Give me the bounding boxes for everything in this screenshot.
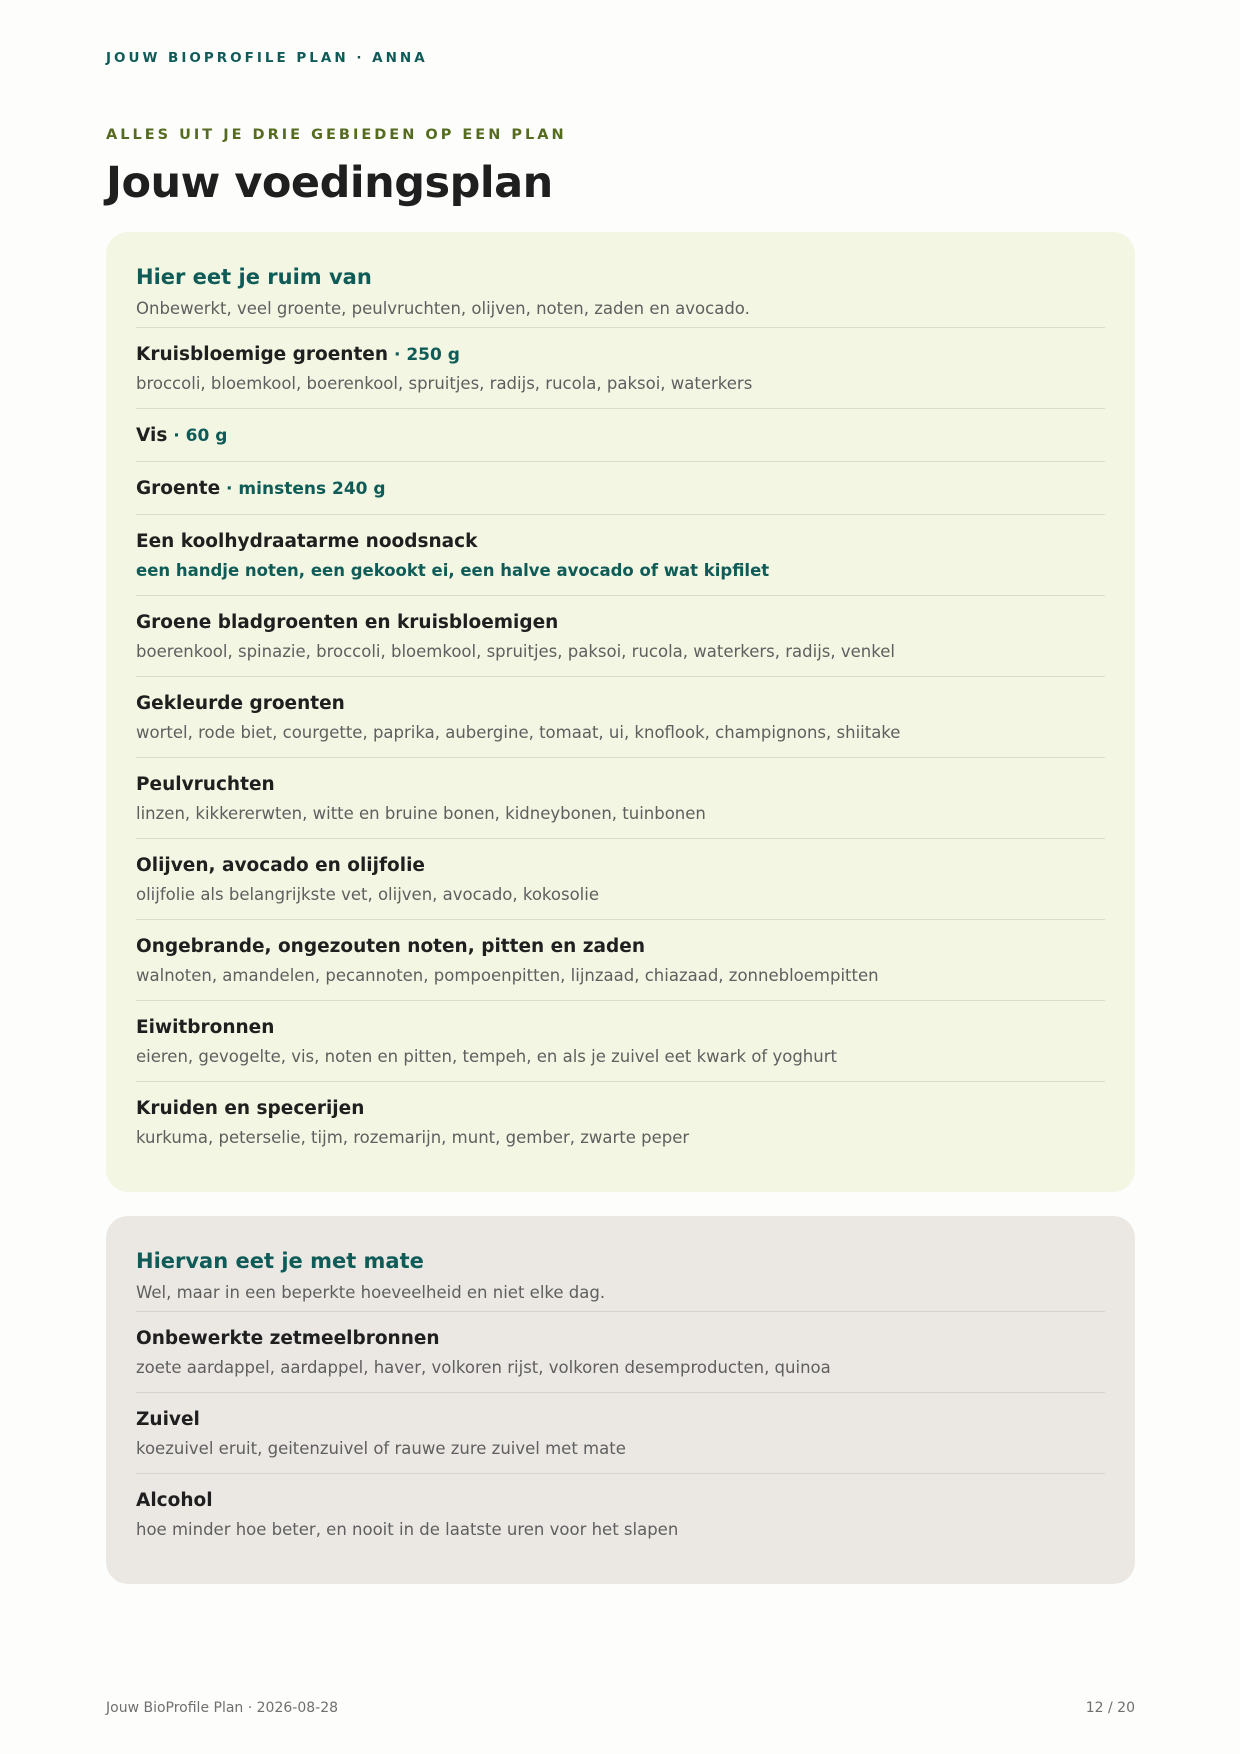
food-item-name: Ongebrande, ongezouten noten, pitten en zaden	[136, 936, 645, 957]
food-item	[136, 1312, 1105, 1393]
food-item-name: Kruiden en specerijen	[136, 1098, 365, 1119]
food-item	[136, 677, 1105, 758]
food-item-name: Eiwitbronnen	[136, 1017, 275, 1038]
food-item-detail: eieren, gevogelte, vis, noten en pitten, tempeh, en als je zuivel eet kwark of yoghurt	[136, 1047, 837, 1066]
food-item	[136, 1082, 1105, 1162]
food-item-detail: kurkuma, peterselie, tijm, rozemarijn, munt, gember, zwarte peper	[136, 1128, 690, 1147]
food-item-name: Zuivel	[136, 1409, 200, 1430]
food-item	[136, 1393, 1105, 1474]
food-item-detail: wortel, rode biet, courgette, paprika, aubergine, tomaat, ui, knoflook, champignons, shiitake	[136, 723, 901, 742]
moderate-card-title: Hiervan eet je met mate	[136, 1249, 424, 1273]
food-item-detail: een handje noten, een gekookt ei, een halve avocado of wat kipfilet	[136, 561, 770, 580]
food-item-detail: zoete aardappel, aardappel, haver, volkoren rijst, volkoren desemproducten, quinoa	[136, 1358, 831, 1377]
food-item-heading	[136, 340, 1105, 370]
plenty-card-title: Hier eet je ruim van	[136, 265, 372, 289]
food-item-detail: linzen, kikkererwten, witte en bruine bonen, kidneybonen, tuinbonen	[136, 804, 706, 823]
section-eyebrow: ALLES UIT JE DRIE GEBIEDEN OP EEN PLAN	[106, 127, 567, 143]
food-item	[136, 1001, 1105, 1082]
food-item	[136, 462, 1105, 515]
food-item-detail: olijfolie als belangrijkste vet, olijven, avocado, kokosolie	[136, 885, 600, 904]
food-item	[136, 515, 1105, 596]
food-item-name: Vis	[136, 425, 168, 446]
moderate-card-intro: Wel, maar in een beperkte hoeveelheid en niet elke dag.	[136, 1278, 1105, 1312]
food-item-name: Gekleurde groenten	[136, 693, 345, 714]
moderate-card	[106, 1216, 1135, 1584]
food-item-name: Olijven, avocado en olijfolie	[136, 855, 425, 876]
food-item	[136, 839, 1105, 920]
food-item-name: Onbewerkte zetmeelbronnen	[136, 1328, 440, 1349]
food-item	[136, 1474, 1105, 1554]
plenty-card	[106, 232, 1135, 1192]
food-item	[136, 758, 1105, 839]
food-item-name: Kruisbloemige groenten	[136, 344, 389, 365]
food-item	[136, 920, 1105, 1001]
footer-document-title: Jouw BioProfile Plan · 2026-08-28	[106, 1700, 339, 1716]
food-item-quantity: · minstens 240 g	[220, 479, 386, 499]
food-item-detail: walnoten, amandelen, pecannoten, pompoenpitten, lijnzaad, chiazaad, zonnebloempitten	[136, 966, 879, 985]
food-item-detail: koezuivel eruit, geitenzuivel of rauwe zure zuivel met mate	[136, 1439, 626, 1458]
food-item-name: Een koolhydraatarme noodsnack	[136, 531, 478, 552]
food-item	[136, 409, 1105, 462]
food-item	[136, 596, 1105, 677]
food-item-name: Alcohol	[136, 1490, 213, 1511]
food-item-quantity: · 60 g	[167, 426, 228, 446]
running-header: JOUW BIOPROFILE PLAN · ANNA	[106, 50, 428, 66]
plenty-card-intro: Onbewerkt, veel groente, peulvruchten, olijven, noten, zaden en avocado.	[136, 294, 1105, 328]
food-item-heading	[136, 474, 1105, 504]
food-item-detail: hoe minder hoe beter, en nooit in de laatste uren voor het slapen	[136, 1520, 679, 1539]
footer-page-number: 12 / 20	[1085, 1700, 1135, 1716]
food-item-detail: broccoli, bloemkool, boerenkool, spruitjes, radijs, rucola, paksoi, waterkers	[136, 374, 753, 393]
food-item	[136, 328, 1105, 409]
page-title: Jouw voedingsplan	[106, 158, 553, 208]
food-item-name: Groene bladgroenten en kruisbloemigen	[136, 612, 559, 633]
food-item-name: Groente	[136, 478, 221, 499]
food-item-heading	[136, 421, 1105, 451]
food-item-detail: boerenkool, spinazie, broccoli, bloemkool, spruitjes, paksoi, rucola, waterkers, radijs, venkel	[136, 642, 895, 661]
food-item-name: Peulvruchten	[136, 774, 275, 795]
food-item-quantity: · 250 g	[388, 345, 460, 365]
